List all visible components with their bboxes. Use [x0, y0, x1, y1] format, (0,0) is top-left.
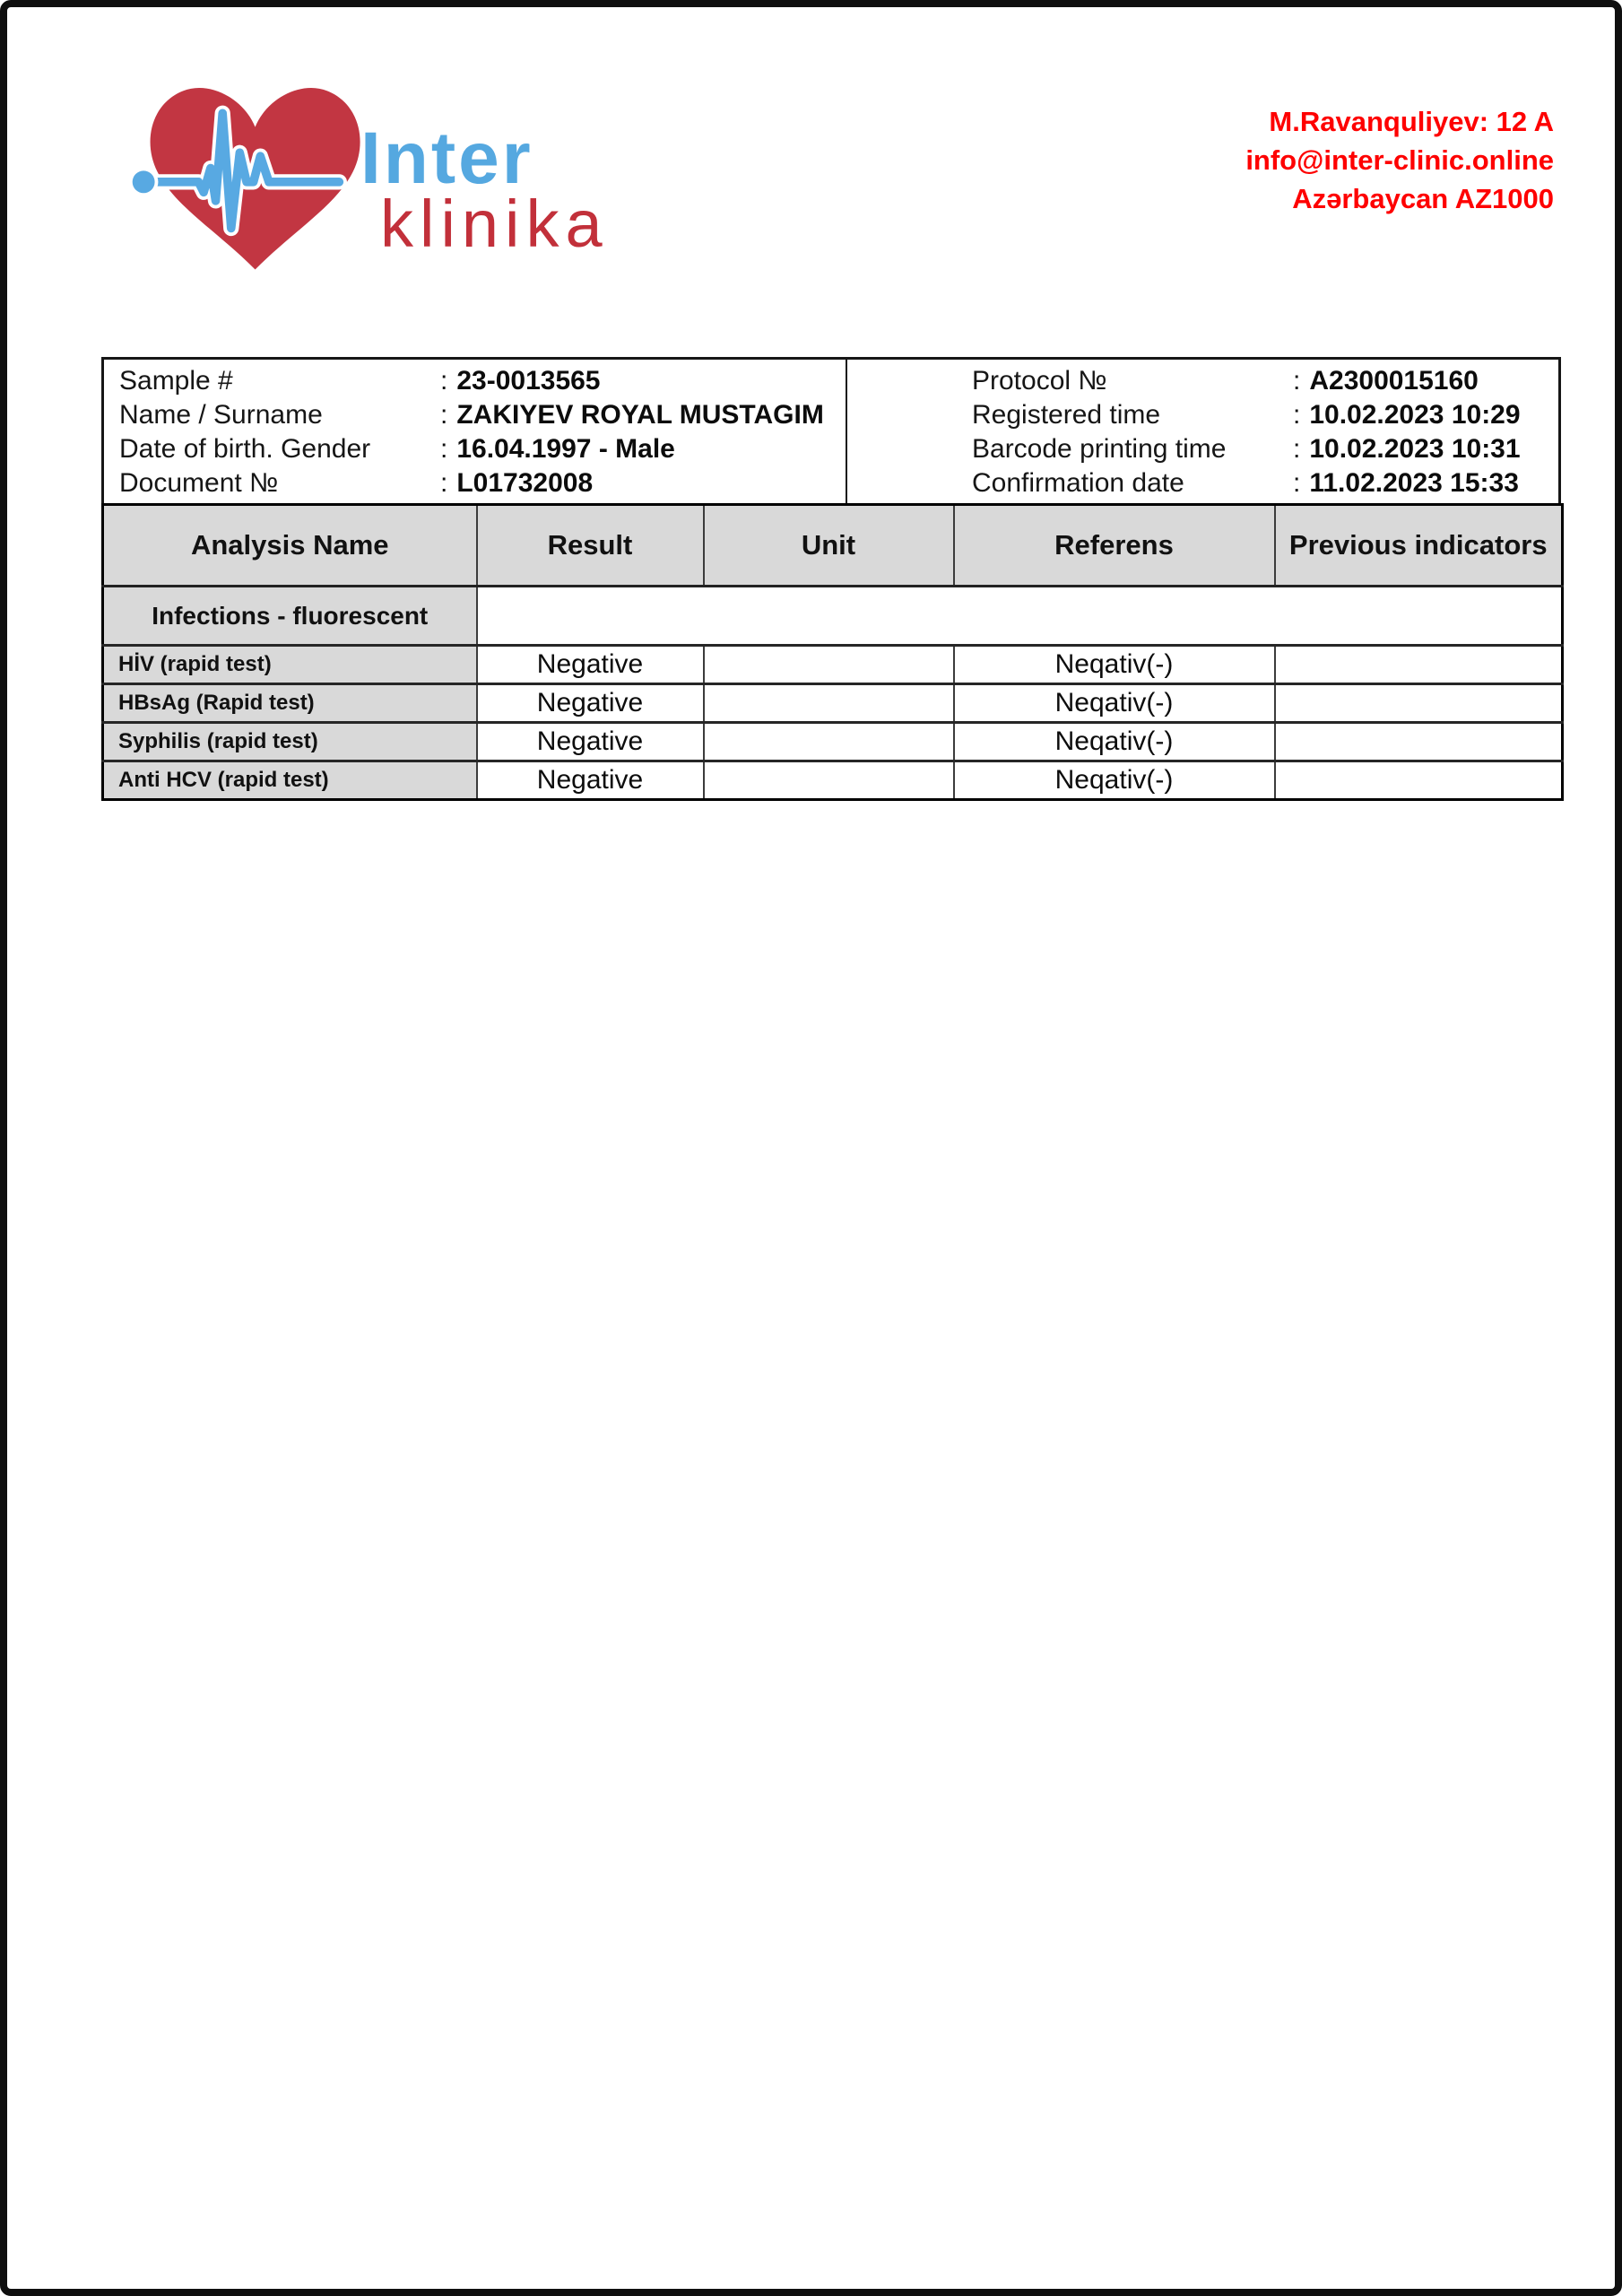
protocol-value: A2300015160	[1309, 366, 1479, 396]
info-row-barcode	[847, 432, 1558, 466]
header-analysis-name: Analysis Name	[103, 505, 477, 587]
patient-info-left	[104, 360, 847, 503]
patient-info-box	[101, 357, 1561, 506]
logo-word-inter: Inter	[360, 117, 533, 199]
contact-line-email: info@inter-clinic.online	[1245, 144, 1554, 176]
unit-cell	[704, 646, 954, 684]
result-cell: Negative	[477, 646, 704, 684]
referens-cell: Neqativ(-)	[954, 761, 1275, 800]
info-row-name	[104, 398, 846, 432]
results-header-row	[103, 505, 1563, 587]
result-cell: Negative	[477, 761, 704, 800]
analysis-name-cell: HİV (rapid test)	[103, 646, 477, 684]
header-previous-indicators: Previous indicators	[1275, 505, 1563, 587]
barcode-value: 10.02.2023 10:31	[1309, 434, 1521, 464]
birth-gender-value: 16.04.1997 - Male	[456, 434, 675, 464]
unit-cell	[704, 723, 954, 761]
previous-indicators-cell	[1275, 723, 1563, 761]
previous-indicators-cell	[1275, 761, 1563, 800]
heart-ekg-icon	[126, 72, 367, 285]
separator: :	[440, 468, 448, 498]
table-row	[103, 646, 1563, 684]
info-row-sample	[104, 364, 846, 398]
confirmation-value: 11.02.2023 15:33	[1309, 468, 1519, 498]
results-table	[101, 503, 1564, 801]
section-title: Infections - fluorescent	[103, 587, 477, 646]
birth-gender-label: Date of birth. Gender	[119, 434, 371, 464]
patient-info-right	[847, 360, 1558, 503]
referens-cell: Neqativ(-)	[954, 723, 1275, 761]
clinic-contact-block	[1245, 102, 1554, 218]
unit-cell	[704, 684, 954, 723]
separator: :	[440, 434, 448, 464]
table-row	[103, 684, 1563, 723]
section-row	[103, 587, 1563, 646]
registered-value: 10.02.2023 10:29	[1309, 400, 1521, 430]
previous-indicators-cell	[1275, 646, 1563, 684]
document-label: Document №	[119, 468, 279, 498]
confirmation-label: Confirmation date	[972, 468, 1184, 498]
logo-word-klinika: klinika	[380, 187, 609, 261]
table-row	[103, 761, 1563, 800]
document-value: L01732008	[456, 468, 594, 498]
analysis-name-cell: Syphilis (rapid test)	[103, 723, 477, 761]
sample-value: 23-0013565	[456, 366, 601, 396]
separator: :	[440, 400, 448, 430]
barcode-label: Barcode printing time	[972, 434, 1227, 464]
sample-label: Sample #	[119, 366, 233, 396]
separator: :	[1293, 468, 1301, 498]
header-unit: Unit	[704, 505, 954, 587]
previous-indicators-cell	[1275, 684, 1563, 723]
unit-cell	[704, 761, 954, 800]
separator: :	[1293, 400, 1301, 430]
separator: :	[440, 366, 448, 396]
name-label: Name / Surname	[119, 400, 323, 430]
section-empty-area	[477, 587, 1563, 646]
name-value: ZAKIYEV ROYAL MUSTAGIM	[456, 400, 824, 430]
result-cell: Negative	[477, 684, 704, 723]
registered-label: Registered time	[972, 400, 1161, 430]
contact-line-address: M.Ravanquliyev: 12 A	[1269, 106, 1554, 137]
header-result: Result	[477, 505, 704, 587]
separator: :	[1293, 366, 1301, 396]
referens-cell: Neqativ(-)	[954, 646, 1275, 684]
table-row	[103, 723, 1563, 761]
header-referens: Referens	[954, 505, 1275, 587]
analysis-name-cell: HBsAg (Rapid test)	[103, 684, 477, 723]
analysis-name-cell: Anti HCV (rapid test)	[103, 761, 477, 800]
separator: :	[1293, 434, 1301, 464]
referens-cell: Neqativ(-)	[954, 684, 1275, 723]
info-row-registered	[847, 398, 1558, 432]
contact-line-country: Azərbaycan AZ1000	[1292, 183, 1554, 214]
info-row-protocol	[847, 364, 1558, 398]
info-row-birth-gender	[104, 432, 846, 466]
protocol-label: Protocol №	[972, 366, 1107, 396]
info-row-confirmation	[847, 466, 1558, 500]
result-cell: Negative	[477, 723, 704, 761]
info-row-document	[104, 466, 846, 500]
